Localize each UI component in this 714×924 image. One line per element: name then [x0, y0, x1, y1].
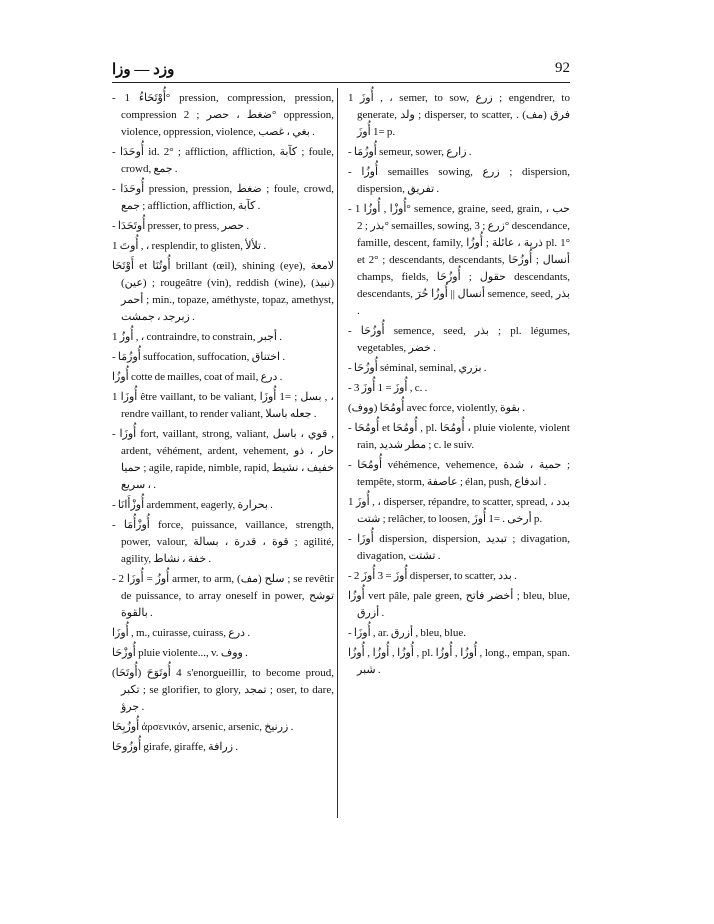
dictionary-entry: - 2 أُوزُ = أُوزَا armer, to arm, سلح (مف) ; se revêtir de puissance, to array oneself in power, توشح بالقوة . [112, 573, 334, 619]
dictionary-entry: - أُوزُمَا semeur, sower, زارع . [348, 146, 472, 158]
dictionary-entry: - أُوزْا , أُوزُا 1° semence, graine, seed, grain, حب ، بذر ; 2° semailles, sowing, زرع ; 3° descendance, famille, descent, family, ذرية ، عائلة ; أُوزُا pl. 1° et 2° ; descendants, descendants, أنسال ; أُوزُحَا champs, fields, حقول ; أُوزُحَا descendants, descendants, أنسال || أُوزُا حُرَ semence, seed, بذر . [348, 203, 571, 317]
running-head: وزد — وزا [112, 62, 175, 78]
dictionary-entry: 1 أُوتَ , ، resplendir, to glisten, تلألأ . [112, 240, 267, 252]
dictionary-entry: 1 أُوزَا être vaillant, to be valiant, بسل ; =1 أُوزَا , ، rendre vaillant, to render valiant, جعله باسلا . [112, 391, 334, 420]
dictionary-entry: أَوْتَحَا et أُوتُنَا brillant (œil), shining (eye), لامعة (عين) ; rougeâtre (vin), reddish (wine), (نبيذ) أحمر ; min., topaze, améthyste, topaz, amethyst, زبرجد ، جمشت . [112, 260, 334, 323]
dictionary-entry: - أُوتَحَدَا presser, to press, حصر . [112, 220, 250, 232]
dictionary-entry: أُوزَا , m., cuirasse, cuirass, درع . [112, 627, 251, 639]
dictionary-entry: - 3 أُوزَ = 1 أُوزَ , c. . [348, 382, 428, 394]
dictionary-entry: أُوزْحَا pluie violente..., v. ووف . [112, 647, 248, 659]
dictionary-entry: أُوزُبِحَا ἀρσενικόν, arsenic, arsenic, زرنيخ . [112, 721, 294, 733]
dictionary-entry: - أُومُحَا et أُومُحَا , pl. أُومُحَا ، pluie violente, violent rain, مطر شديد ; c. le suiv. [348, 422, 570, 451]
dictionary-entry: - أُوزْأَانَا ardemment, eagerly, بحرارة . [112, 499, 273, 511]
right-column [348, 90, 570, 682]
left-column [112, 90, 334, 759]
dictionary-entry: (أُوتَحَا) 4 أُوتَوَحَ s'enorgueillir, to become proud, تكبر ; se glorifier, to glory, تمجد ; oser, to dare, جرؤ . [112, 667, 334, 713]
dictionary-entry: - أُومُحَا véhémence, vehemence, حمية ، شدة ; tempête, storm, عاصفة ; élan, push, اندفاع . [348, 459, 571, 488]
dictionary-entry: أُوزُا cotte de mailles, coat of mail, درع . [112, 371, 283, 383]
dictionary-entry: - أُوحَدَا id. 2° ; affliction, affliction, كآبة ; foule, crowd, جمع . [112, 146, 334, 175]
column-divider [337, 88, 338, 818]
dictionary-entry: 1 أُوزُ , ، contraindre, to constrain, أجبر . [112, 331, 282, 343]
dictionary-entry: - أُوزَا dispersion, dispersion, تبديد ; divagation, divagation, تشتت . [348, 533, 570, 562]
dictionary-entry: - أُوزُمَا suffocation, suffocation, اختناق . [112, 351, 286, 363]
page-number: 92 [555, 60, 570, 76]
dictionary-entry: أُوزُوحَا girafe, giraffe, زرافة . [112, 741, 239, 753]
dictionary-entry: - 2 أُوزَ = 3 أُوزَ disperser, to scatter, بدد . [348, 570, 517, 582]
dictionary-entry: 1 أُوزَ , ، disperser, répandre, to scatter, spread, بدد ، شتت ; relâcher, to loosen, أرخى . =1 أُوزَ p. [348, 496, 570, 525]
dictionary-entry: - أُوزُحَا séminal, seminal, بزري . [348, 362, 487, 374]
dictionary-entry: (ووف) أُومُحَا avec force, violently, بقوة . [348, 402, 526, 414]
dictionary-entry: - أُوْتَحَاءُ 1° pression, compression, pression, compression ضغط ، حصر ; 2° oppression, violence, oppression, violence, بغي ، غصب . [112, 92, 335, 138]
dictionary-entry: أُوزُا vert pâle, pale green, أخضر فاتح ; bleu, blue, أزرق . [348, 590, 570, 619]
dictionary-entry: - أُوزُحَا semence, seed, بذر ; pl. légumes, vegetables, خضر . [348, 325, 570, 354]
dictionary-entry: - أُوحَدَا pression, pression, ضغط ; foule, crowd, جمع ; affliction, affliction, كآبة . [112, 183, 334, 212]
dictionary-entry: أُوزُا , أُوزُا , أُوزُا , pl. أُوزُا , أُوزُا , long., empan, span. شبر . [348, 647, 570, 676]
dictionary-entry: - أُوزَا , ar. أزرق , bleu, blue. [348, 627, 466, 639]
dictionary-entry: - أُوزُا semailles sowing, زرع ; dispersion, dispersion, تفريق . [348, 166, 570, 195]
dictionary-entry: 1 أُوزَ , ، semer, to sow, زرع ; engendrer, to generate, ولد ; disperser, to scatter, فرق (مف) . =1 أُوزَ p. [348, 92, 570, 138]
dictionary-entry: - أُوزْأُمَا force, puissance, vaillance, strength, power, valour, قوة ، قدرة ، بسالة ; agilité, agility, خفة ، نشاط . [112, 519, 334, 565]
header-rule [112, 82, 570, 83]
dictionary-entry: - أُوزَا fort, vaillant, strong, valiant, قوي ، باسل , ardent, véhément, ardent, vehement, حار ، ذو حميا ; agile, rapide, nimble, rapid, خفيف ، نشيط ، سريع . [112, 428, 334, 491]
page-header [112, 58, 570, 82]
